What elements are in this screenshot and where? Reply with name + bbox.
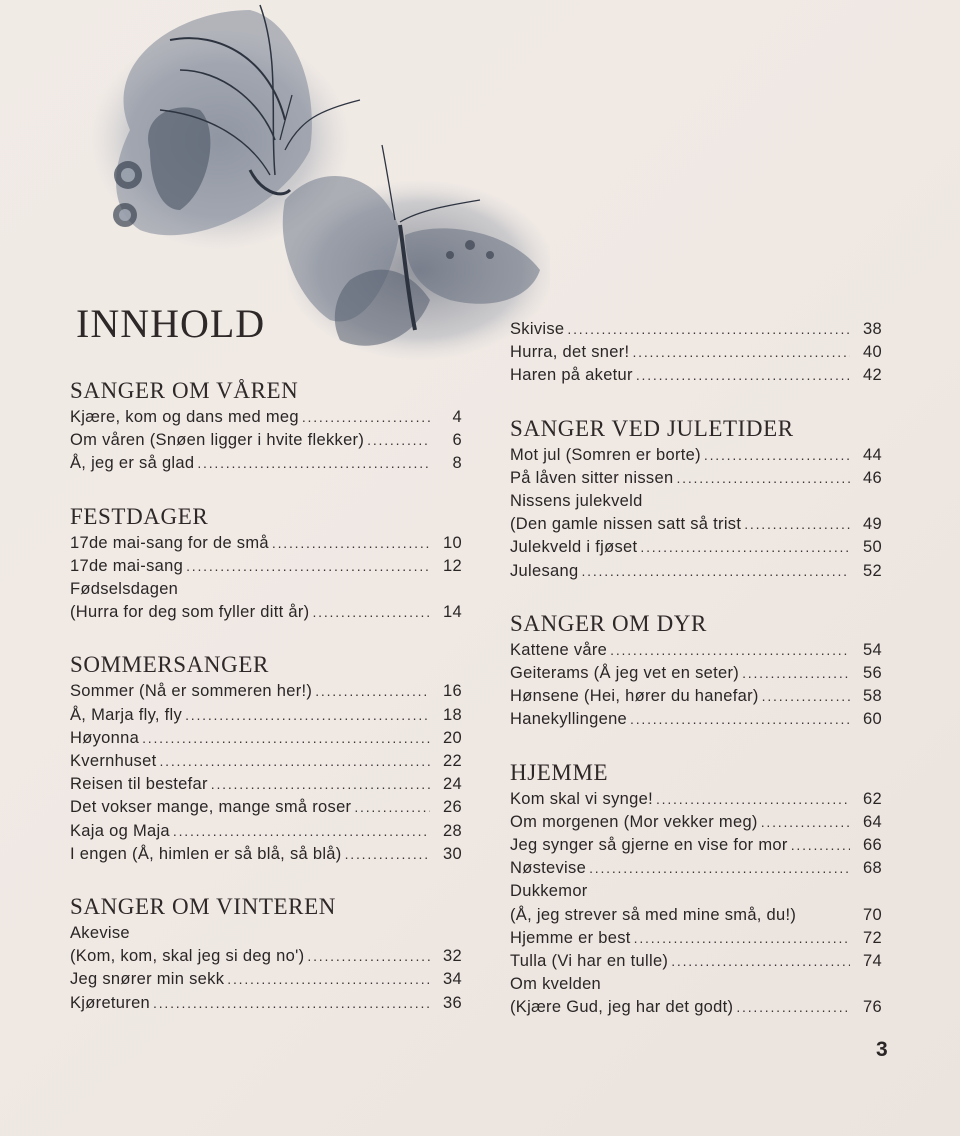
entry-page: 12 bbox=[443, 556, 462, 575]
entry-page: 56 bbox=[863, 664, 882, 683]
toc-entry bbox=[510, 685, 882, 708]
section-heading: SANGER OM VINTEREN bbox=[70, 894, 336, 920]
entry-title: I engen (Å, himlen er så blå, så blå) bbox=[70, 844, 342, 863]
entry-title: Julesang bbox=[510, 561, 579, 580]
entry-page: 42 bbox=[863, 366, 882, 385]
entry-page: 72 bbox=[863, 928, 882, 947]
toc-entry bbox=[70, 773, 462, 796]
entry-title: Jeg synger så gjerne en vise for mor bbox=[510, 836, 788, 855]
toc-section bbox=[70, 892, 462, 1015]
entry-page: 20 bbox=[443, 728, 462, 747]
leader-dots bbox=[345, 843, 430, 860]
entry-title: Skivise bbox=[510, 320, 565, 338]
leader-dots bbox=[197, 452, 430, 469]
entry-page: 28 bbox=[443, 821, 462, 840]
entry-title: Hjemme er best bbox=[510, 928, 631, 947]
entry-page: 16 bbox=[443, 682, 462, 701]
entry-page: 49 bbox=[863, 515, 882, 534]
entry-title: 17de mai-sang for de små bbox=[70, 533, 269, 552]
leader-dots bbox=[632, 341, 850, 358]
leader-dots bbox=[367, 429, 430, 446]
entry-title: Reisen til bestefar bbox=[70, 775, 208, 794]
entry-page: 74 bbox=[863, 952, 882, 971]
toc-entry bbox=[70, 922, 462, 968]
entry-page: 62 bbox=[863, 789, 882, 808]
entry-page: 68 bbox=[863, 859, 882, 878]
toc-entry bbox=[510, 318, 882, 341]
page-title: INNHOLD bbox=[76, 301, 266, 346]
page-number: 3 bbox=[876, 1038, 888, 1061]
entry-title: Høyonna bbox=[70, 728, 140, 747]
entry-title: Om morgenen (Mor vekker meg) bbox=[510, 812, 758, 831]
leader-dots bbox=[354, 796, 430, 813]
entry-page: 64 bbox=[863, 812, 882, 831]
entry-page: 40 bbox=[863, 343, 882, 362]
section-heading: SANGER OM DYR bbox=[510, 610, 707, 636]
entry-page: 36 bbox=[443, 993, 462, 1012]
toc-entry bbox=[510, 708, 882, 731]
entry-subtitle: Akevise bbox=[70, 924, 130, 943]
toc-entry bbox=[70, 578, 462, 624]
entry-title: (Kom, kom, skal jeg si deg no') bbox=[70, 947, 305, 966]
toc-entry bbox=[70, 727, 462, 750]
entry-title: Kattene våre bbox=[510, 640, 608, 659]
toc-entry bbox=[510, 834, 882, 857]
leader-dots bbox=[159, 750, 430, 767]
section-heading: SOMMERSANGER bbox=[70, 652, 269, 678]
entry-title: Kjøreturen bbox=[70, 993, 151, 1012]
leader-dots bbox=[567, 318, 850, 335]
leader-dots bbox=[736, 996, 850, 1013]
section-heading: SANGER VED JULETIDER bbox=[510, 415, 794, 441]
leader-dots bbox=[761, 811, 850, 828]
section-heading: FESTDAGER bbox=[70, 503, 209, 529]
entry-page: 60 bbox=[863, 710, 882, 729]
entry-title: (Å, jeg strever så med mine små, du!) bbox=[510, 905, 797, 924]
leader-dots bbox=[656, 788, 850, 805]
leader-dots bbox=[302, 406, 430, 423]
leader-dots bbox=[185, 704, 430, 721]
entry-page: 52 bbox=[863, 561, 882, 580]
entry-page: 18 bbox=[443, 705, 462, 724]
entry-page: 38 bbox=[863, 320, 882, 338]
toc-section bbox=[510, 318, 882, 388]
toc-section bbox=[510, 758, 882, 1020]
entry-page: 32 bbox=[443, 947, 462, 966]
leader-dots bbox=[211, 773, 430, 790]
toc-entry bbox=[510, 536, 882, 559]
leader-dots bbox=[742, 662, 850, 679]
entry-title: 17de mai-sang bbox=[70, 556, 184, 575]
entry-page: 6 bbox=[452, 431, 462, 450]
entry-page: 58 bbox=[863, 687, 882, 706]
toc-entry bbox=[70, 820, 462, 843]
entry-page: 76 bbox=[863, 998, 882, 1017]
leader-dots bbox=[640, 536, 850, 553]
entry-title: Geiterams (Å jeg vet en seter) bbox=[510, 664, 740, 683]
entry-title: Å, Marja fly, fly bbox=[70, 705, 183, 724]
toc-section bbox=[510, 414, 882, 583]
entry-subtitle: Dukkemor bbox=[510, 882, 588, 901]
entry-subtitle: Om kvelden bbox=[510, 975, 602, 994]
entry-title: Sommer (Nå er sommeren her!) bbox=[70, 682, 313, 701]
toc-column-left bbox=[70, 376, 462, 1041]
entry-page: 44 bbox=[863, 445, 882, 464]
toc-entry bbox=[510, 811, 882, 834]
entry-title: Mot jul (Somren er borte) bbox=[510, 445, 701, 464]
leader-dots bbox=[704, 444, 850, 461]
entry-title: (Hurra for deg som fyller ditt år) bbox=[70, 603, 310, 622]
toc-entry bbox=[70, 968, 462, 991]
entry-title: Hurra, det sner! bbox=[510, 343, 630, 362]
toc-entry bbox=[510, 788, 882, 811]
leader-dots bbox=[610, 639, 850, 656]
entry-title: (Kjære Gud, jeg har det godt) bbox=[510, 998, 734, 1017]
leader-dots bbox=[142, 727, 430, 744]
section-heading: SANGER OM VÅREN bbox=[70, 378, 299, 403]
leader-dots bbox=[227, 968, 430, 985]
entry-page: 30 bbox=[443, 844, 462, 863]
entry-title: På låven sitter nissen bbox=[510, 468, 674, 487]
leader-dots bbox=[630, 708, 850, 725]
leader-dots bbox=[671, 950, 850, 967]
leader-dots bbox=[186, 555, 430, 572]
toc-entry bbox=[70, 843, 462, 866]
entry-page: 24 bbox=[443, 775, 462, 794]
entry-page: 50 bbox=[863, 538, 882, 557]
entry-subtitle: Fødselsdagen bbox=[70, 580, 179, 599]
toc-section bbox=[70, 650, 462, 866]
toc-entry bbox=[510, 364, 882, 387]
entry-page: 66 bbox=[863, 836, 882, 855]
leader-dots bbox=[636, 364, 850, 381]
toc-entry bbox=[510, 444, 882, 467]
toc-entry bbox=[70, 406, 462, 429]
entry-page: 22 bbox=[443, 752, 462, 771]
entry-title: Nøstevise bbox=[510, 859, 587, 878]
entry-page: 34 bbox=[443, 970, 462, 989]
toc-entry bbox=[70, 452, 462, 475]
entry-title: Tulla (Vi har en tulle) bbox=[510, 952, 669, 971]
toc-column-right bbox=[510, 318, 882, 1046]
toc-entry bbox=[70, 680, 462, 703]
entry-page: 70 bbox=[863, 905, 882, 924]
entry-title: (Den gamle nissen satt så trist bbox=[510, 515, 742, 534]
entry-title: Kvernhuset bbox=[70, 752, 157, 771]
toc-entry bbox=[510, 857, 882, 880]
toc-entry bbox=[510, 950, 882, 973]
entry-title: Hanekyllingene bbox=[510, 710, 628, 729]
leader-dots bbox=[744, 513, 850, 530]
entry-subtitle: Nissens julekveld bbox=[510, 492, 643, 511]
entry-title: Om våren (Snøen ligger i hvite flekker) bbox=[70, 431, 365, 450]
toc-entry bbox=[70, 750, 462, 773]
entry-page: 26 bbox=[443, 798, 462, 817]
entry-page: 46 bbox=[863, 468, 882, 487]
entry-title: Jeg snører min sekk bbox=[70, 970, 225, 989]
toc-entry bbox=[510, 341, 882, 364]
toc-entry bbox=[510, 639, 882, 662]
entry-page: 14 bbox=[443, 603, 462, 622]
toc-section bbox=[70, 376, 462, 476]
toc-section bbox=[510, 609, 882, 732]
leader-dots bbox=[589, 857, 850, 874]
toc-entry bbox=[70, 532, 462, 555]
entry-title: Kom skal vi synge! bbox=[510, 789, 653, 808]
leader-dots bbox=[762, 685, 850, 702]
entry-page: 8 bbox=[452, 454, 462, 473]
toc-entry bbox=[510, 662, 882, 685]
leader-dots bbox=[272, 532, 430, 549]
entry-page: 54 bbox=[863, 640, 882, 659]
toc-entry bbox=[510, 490, 882, 536]
toc-entry bbox=[70, 992, 462, 1015]
entry-title: Julekveld i fjøset bbox=[510, 538, 638, 557]
entry-title: Kaja og Maja bbox=[70, 821, 170, 840]
entry-title: Kjære, kom og dans med meg bbox=[70, 408, 299, 426]
section-heading: HJEMME bbox=[510, 759, 609, 785]
toc-entry bbox=[70, 704, 462, 727]
leader-dots bbox=[676, 467, 850, 484]
leader-dots bbox=[153, 992, 430, 1009]
entry-title: Å, jeg er så glad bbox=[70, 454, 195, 473]
leader-dots bbox=[791, 834, 850, 851]
toc-entry bbox=[510, 973, 882, 1019]
leader-dots bbox=[312, 601, 430, 618]
toc-entry bbox=[70, 555, 462, 578]
entry-page: 4 bbox=[452, 408, 462, 426]
toc-entry bbox=[70, 429, 462, 452]
toc-section bbox=[70, 502, 462, 625]
leader-dots bbox=[307, 945, 430, 962]
entry-title: Haren på aketur bbox=[510, 366, 633, 385]
leader-dots bbox=[315, 680, 430, 697]
toc-entry bbox=[510, 880, 882, 926]
leader-dots bbox=[173, 820, 430, 837]
leader-dots bbox=[581, 560, 850, 577]
entry-title: Det vokser mange, mange små roser bbox=[70, 798, 352, 817]
leader-dots bbox=[634, 927, 850, 944]
entry-title: Hønsene (Hei, hører du hanefar) bbox=[510, 687, 759, 706]
toc-entry bbox=[510, 927, 882, 950]
entry-page: 10 bbox=[443, 533, 462, 552]
toc-entry bbox=[510, 467, 882, 490]
toc-entry bbox=[70, 796, 462, 819]
toc-entry bbox=[510, 560, 882, 583]
